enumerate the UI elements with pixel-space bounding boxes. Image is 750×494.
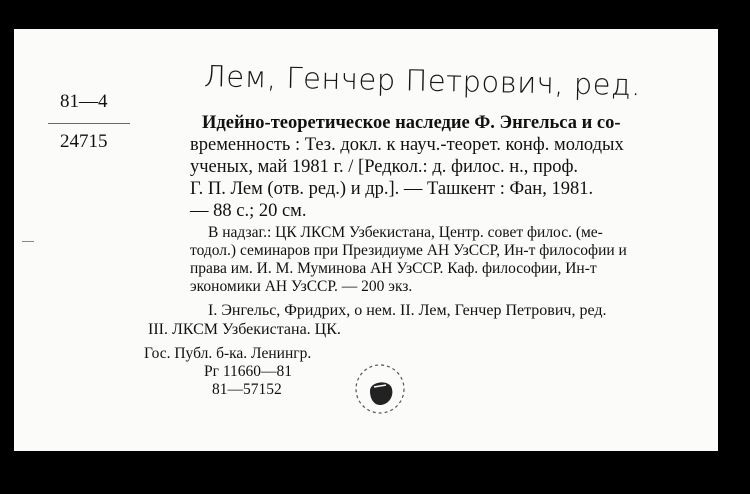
library-seal-icon (352, 361, 408, 417)
description-line-4: Г. П. Лем (отв. ред.) и др.]. — Ташкент : Фан, 1981. (190, 179, 594, 199)
margin-mark (22, 241, 34, 242)
card-number: 81—57152 (212, 381, 282, 398)
shelfmark-divider (48, 123, 130, 124)
note-line-3: права им. И. М. Муминова АН УзССР. Каф. философии, Ин-т (190, 260, 597, 277)
description-line-3: ученых, май 1981 г. / [Редкол.: д. филос. н., проф. (190, 157, 579, 177)
note-line-4: экономики АН УзССР. — 200 экз. (190, 278, 413, 295)
tracing-line-2: III. ЛКСМ Узбекистана. ЦК. (148, 321, 341, 338)
registration-number: Рг 11660—81 (204, 363, 293, 380)
shelfmark-top: 81—4 (60, 91, 108, 112)
shelfmark-bottom: 24715 (60, 131, 108, 152)
description-line-5: — 88 с.; 20 см. (190, 201, 307, 221)
description-line-2: временность : Тез. докл. к науч.-теорет. конф. молодых (190, 135, 624, 155)
description-line-1: Идейно-теоретическое наследие Ф. Энгельса и со- (202, 113, 621, 133)
catalog-card (14, 29, 718, 451)
library-name: Гос. Публ. б-ка. Ленингр. (144, 345, 312, 362)
note-line-1: В надзаг.: ЦК ЛКСМ Узбекистана, Центр. совет филос. (ме- (208, 224, 603, 241)
tracing-line-1: I. Энгельс, Фридрих, о нем. II. Лем, Генчер Петрович, ред. (208, 302, 607, 319)
note-line-2: тодол.) семинаров при Президиуме АН УзССР, Ин-т философии и (190, 242, 627, 259)
handwritten-heading: Лем, Генчер Петрович, ред. (203, 59, 642, 103)
